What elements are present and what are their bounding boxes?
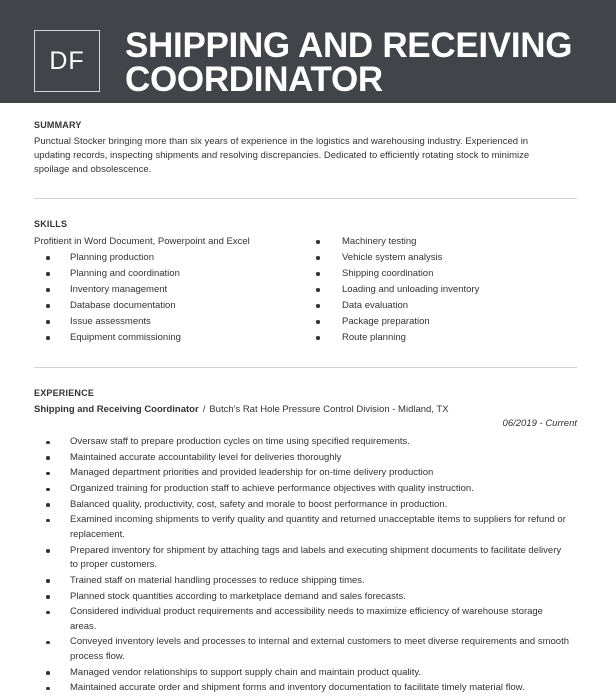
experience-bullet: Maintained accurate accountability level for deliveries thoroughly [34,451,577,466]
skill-item: Shipping coordination [316,266,577,282]
job-header [34,403,577,417]
skill-item: Vehicle system analysis [316,250,577,266]
experience-bullet: Considered individual product requirements and accessibility needs to maximize efficiency of warehouse storage areas. [34,605,577,634]
skills-lead-item: Profitient in Word Document, Powerpoint and Excel [34,236,250,247]
experience-bullet: Conveyed inventory levels and processes to internal and external customers to meet diverse requirements and smooth process flow. [34,635,577,664]
experience-bullet: Maintained accurate order and shipment forms and inventory documentation to facilitate timely material flow. [34,681,577,696]
skills-list-right [316,234,577,346]
resume-title: SHIPPING AND RECEIVING COORDINATOR [125,26,573,99]
skill-item: Loading and unloading inventory [316,282,577,298]
job-employer: Butch's Rat Hole Pressure Control Division - Midland, TX [209,404,449,415]
experience-bullet: Organized training for production staff to achieve performance objectives with quality instruction. [34,482,577,497]
skills-column-right [316,234,577,346]
experience-bullet: Managed department priorities and provided leadership for on-time delivery production [34,466,577,481]
skill-item: Route planning [316,330,577,346]
summary-section [34,120,577,177]
section-divider [34,367,577,368]
skill-item: Equipment commissioning [34,330,316,346]
summary-text: Punctual Stocker bringing more than six years of experience in the logistics and warehousing industry. Experienced in updating records, inspecting shipments and resolving discrepancies. Dedicated to efficiently rotating stock to minimize spoilage and obsolescence. [34,136,530,175]
skill-item: Planning and coordination [34,266,316,282]
experience-bullet: Balanced quality, productivity, cost, safety and morale to boost performance in production. [34,498,577,513]
resume-body [34,120,577,697]
skills-section [34,219,577,346]
skill-item: Package preparation [316,314,577,330]
job-title: Shipping and Receiving Coordinator [34,404,199,415]
job-separator: / [202,404,206,415]
skill-item: Issue assessments [34,314,316,330]
experience-bullet: Oversaw staff to prepare production cycles on time using specified requirements. [34,435,577,450]
experience-heading: EXPERIENCE [34,388,95,398]
skill-item: Inventory management [34,282,316,298]
resume-header [0,0,616,103]
skill-item: Machinery testing [316,234,577,250]
experience-bullet-list [34,435,577,696]
section-divider [34,198,577,199]
monogram-badge: DF [34,30,100,92]
skills-columns [34,234,577,346]
skills-list-left [34,250,316,346]
job-dates: 06/2019 - Current [502,418,577,429]
experience-bullet: Planned stock quantities according to marketplace demand and sales forecasts. [34,590,577,605]
skills-column-left [34,234,316,346]
experience-bullet: Examined incoming shipments to verify quality and quantity and returned unacceptable items to suppliers for refund or replacement. [34,513,577,542]
summary-heading: SUMMARY [34,120,82,130]
experience-bullet: Managed vendor relationships to support supply chain and maintain product quality. [34,666,577,681]
experience-section [34,388,577,696]
skill-item: Data evaluation [316,298,577,314]
skill-item: Planning production [34,250,316,266]
skill-item: Database documentation [34,298,316,314]
experience-bullet: Prepared inventory for shipment by attaching tags and labels and executing shipment documents to facilitate delivery to proper customers. [34,544,577,573]
skills-heading: SKILLS [34,219,68,229]
experience-bullet: Trained staff on material handling processes to reduce shipping times. [34,574,577,589]
